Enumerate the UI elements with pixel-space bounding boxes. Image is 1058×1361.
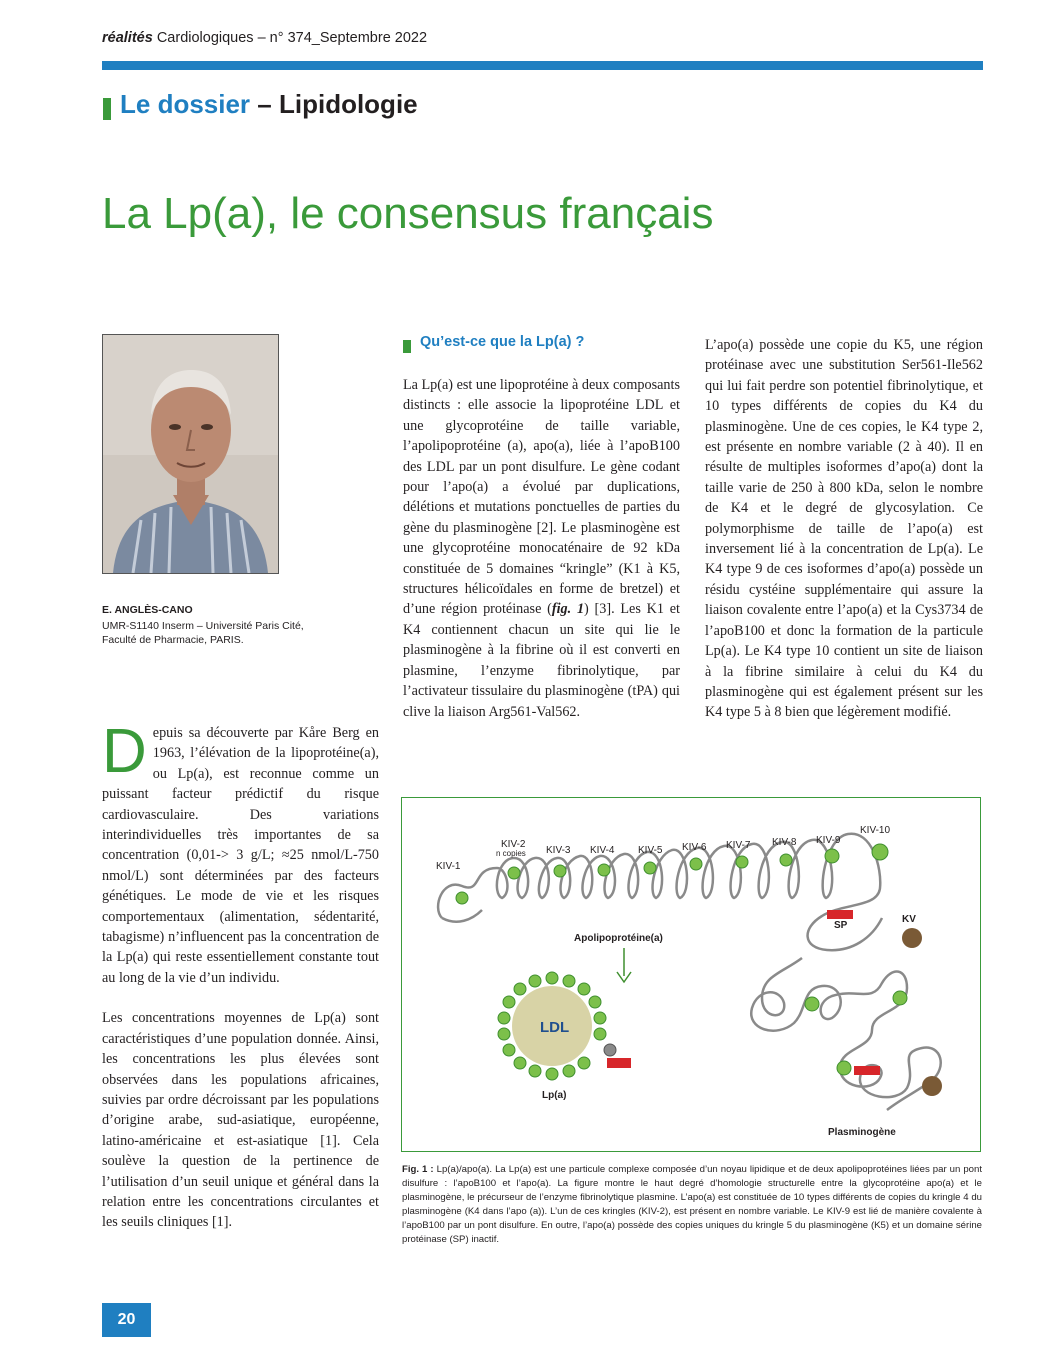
section-marker: [103, 98, 111, 120]
plasminogen-sp-domain: [854, 1066, 880, 1075]
apob100-bead: [546, 972, 558, 984]
body-text-2b: ) [3]. Les K1 et K4 contiennent chacun un site qui lie le plasminogène à la fibrine où il est converti en plasmine, l’enzyme fibrinolytique, par l’activateur tissulaire du plasminogène (tPA) qui clive la liaison Arg561-Val562.: [403, 601, 680, 720]
label-kiv-3: KIV-3: [546, 845, 571, 856]
apob100-bead: [594, 1012, 606, 1024]
figure-1: [401, 797, 981, 1152]
apob100-bead: [546, 1068, 558, 1080]
kringle-kiv-3: [554, 865, 566, 877]
body-column-3: [705, 335, 983, 723]
apob100-bead: [529, 975, 541, 987]
figure-reference: fig. 1: [551, 601, 585, 618]
subsection-heading: Qu’est-ce que la Lp(a) ?: [420, 334, 585, 350]
figure-caption: [402, 1163, 982, 1247]
apob100-bead: [514, 1057, 526, 1069]
body-text-2a: La Lp(a) est une lipoprotéine à deux composants distincts : elle associe la lipoprotéine LDL et une glycoprotéine de taille variable, l’apolipoprotéine (a), apo(a), liée à l’apoB100 des LDL par un pont disulfure. Le gène codant pour l’apo(a) a évolué par duplications, délétions et mutations ponctuelles de parties du gène du plasminogène [2]. Le plasminogène est une glycoprotéine monocaténaire de 92 kDa constituée de 5 domaines “kringle” (K1 à K5, structures hélicoïdales en forme de bretzel) et d’une région protéinase (: [403, 377, 680, 618]
apob100-bead: [578, 983, 590, 995]
apob100-bead: [563, 975, 575, 987]
section-title-part1: Le dossier: [120, 89, 251, 119]
running-header: [102, 30, 427, 46]
apob100-bead: [498, 1012, 510, 1024]
caption-text: Lp(a)/apo(a). La Lp(a) est une particule complexe composée d’un noyau lipidique et de deux apolipoprotéines liées par un pont disulfure : l’apoB100 et l’apo(a). La figure montre le haut degré d’homologie structurelle entre la glycoprotéine apo(a) et le plasminogène, le précurseur de l’enzyme fibrinolytique plasmine. L’apo(a) est constituée de 10 types différents de copies du kringle 4 du plasminogène (K4 dans l’apo (a)). L’un de ces kringles (KIV-2), est présent en nombre variable. Le KIV-9 est lié de manière covalente à l’apoB100 par un pont disulfure. En outre, l’apo(a) possède des copies uniques du kringle 5 du plasminogène (K5) et un domaine sérine protéinase (SP) inactif.: [402, 1164, 982, 1245]
apob100-bead: [529, 1065, 541, 1077]
article-title: La Lp(a), le consensus français: [102, 189, 714, 238]
disulfide-link: [604, 1044, 616, 1056]
kringle-kiv-1: [456, 892, 468, 904]
author-portrait-illustration: [103, 335, 278, 573]
plasminogen-k5: [922, 1076, 942, 1096]
kringle-kiv-9: [825, 849, 839, 863]
kringle-kiv-2: [508, 867, 520, 879]
label-ldl: LDL: [540, 1019, 570, 1036]
kringle-kiv-10: [872, 844, 888, 860]
figure-lpa-diagram: [402, 798, 980, 1151]
body-column-2: [403, 375, 680, 722]
kringle-kiv-8: [780, 854, 792, 866]
section-title: [120, 89, 418, 120]
apob100-bead: [589, 996, 601, 1008]
plasminogen-kringle: [893, 991, 907, 1005]
apoa-tail: [442, 910, 482, 922]
author-photo: [102, 334, 279, 574]
kringle-kiv-7: [736, 856, 748, 868]
label-n-copies: n copies: [496, 849, 526, 858]
plasminogen-kringle: [805, 997, 819, 1011]
subsection-marker: [403, 340, 411, 353]
intro-paragraph-1: epuis sa découverte par Kåre Berg en 1963, l’élévation de la lipoprotéine(a), ou Lp(a), est reconnue comme un puissant facteur prédictif du risque cardiovasculaire. Des variations interindividuelles très importantes de sa concentration (0,01-> 3 g/L; ≈25 nmol/L-750 nmol/L) sont déterminées par des facteurs génétiques. Le mode de vie et les risques comportementaux (alimentation, sédentarité, tabagisme) n’influencent pas la concentration de la Lp(a) qui reste essentiellement constante tout au long de la vie d’un individu.: [102, 725, 379, 986]
intro-column: [102, 717, 379, 1233]
label-kiv-5: KIV-5: [638, 845, 663, 856]
body-paragraph-2: [403, 375, 680, 722]
plasminogen-chain: [751, 958, 940, 1110]
label-sp: SP: [834, 920, 848, 931]
label-kiv-7: KIV-7: [726, 840, 751, 851]
author-affiliation: UMR-S1140 Inserm – Université Paris Cité, Faculté de Pharmacie, PARIS.: [102, 620, 304, 646]
apob100-bead: [498, 1028, 510, 1040]
label-plasminogen: Plasminogène: [828, 1127, 896, 1138]
label-kv: KV: [902, 914, 916, 925]
sp-domain: [827, 910, 853, 919]
page-number: 20: [102, 1303, 151, 1337]
kv-domain: [902, 928, 922, 948]
lpa-sp-domain: [607, 1058, 631, 1068]
author-name: E. ANGLÈS-CANO: [102, 604, 193, 616]
body-paragraph-3: L’apo(a) possède une copie du K5, une région protéinase avec une substitution Ser561-Ile562 qui lui fait perdre son potentiel fibrinolytique, et 10 types différents de copies du K4 du plasminogène. Une de ces copies, le K4 type 2, est présente en nombre variable (2 à 40). Il en résulte de multiples isoformes d’apo(a) dont la taille varie de 250 à 800 kDa, selon le nombre de K4 et le degré de glycosylation. Ce polymorphisme de taille de l’apo(a) est inversement lié à la concentration de Lp(a). Le K4 type 9 de ces isoformes d’apo(a) possède un résidu cystéine supplémentaire qui assure la liaison covalente entre l’apo(a) et la Cys3734 de l’apoB100 et donc la formation de la particule Lp(a). Le K4 type 10 contient un site de liaison à la fibrine similaire à celui du K4 du plasminogène qui est également présent sur les K4 type 5 à 8 bien que légèrement modifié.: [705, 337, 983, 721]
apob100-bead: [503, 1044, 515, 1056]
apob100-bead: [594, 1028, 606, 1040]
kringle-kiv-4: [598, 864, 610, 876]
journal-issue: Cardiologiques – n° 374_Septembre 2022: [156, 30, 428, 46]
caption-label: Fig. 1 :: [402, 1164, 434, 1175]
label-apolipoprotein: Apolipoprotéine(a): [574, 933, 663, 944]
apob100-bead: [503, 996, 515, 1008]
drop-cap: D: [102, 717, 147, 786]
label-kiv-1: KIV-1: [436, 861, 461, 872]
label-kiv-9: KIV-9: [816, 835, 841, 846]
plasminogen-kringle: [837, 1061, 851, 1075]
label-kiv-4: KIV-4: [590, 845, 615, 856]
label-kiv-2: KIV-2: [501, 839, 526, 850]
label-kiv-10: KIV-10: [860, 825, 891, 836]
header-rule: [102, 61, 983, 70]
label-kiv-8: KIV-8: [772, 837, 797, 848]
journal-name: réalités: [102, 30, 153, 46]
apob100-bead: [578, 1057, 590, 1069]
label-lpa: Lp(a): [542, 1090, 567, 1101]
kringle-kiv-5: [644, 862, 656, 874]
label-kiv-6: KIV-6: [682, 842, 707, 853]
section-title-part2: – Lipidologie: [257, 89, 418, 119]
kringle-kiv-6: [690, 858, 702, 870]
intro-paragraph-2: Les concentrations moyennes de Lp(a) sont caractéristiques d’une population donnée. Ainsi, les concentrations les plus élevées sont observées dans les populations africaines, suivies par ordre décroissant par les populations d’origine arabe, sud-asiatique, européenne, latino-américaine et est-asiatique [1]. Cela soulève la question de la pertinence de l’utilisation d’un seuil unique et général dans la relation entre les concentrations circulantes et les seuils cliniques [1].: [102, 1010, 379, 1231]
apob100-bead: [514, 983, 526, 995]
apob100-bead: [563, 1065, 575, 1077]
